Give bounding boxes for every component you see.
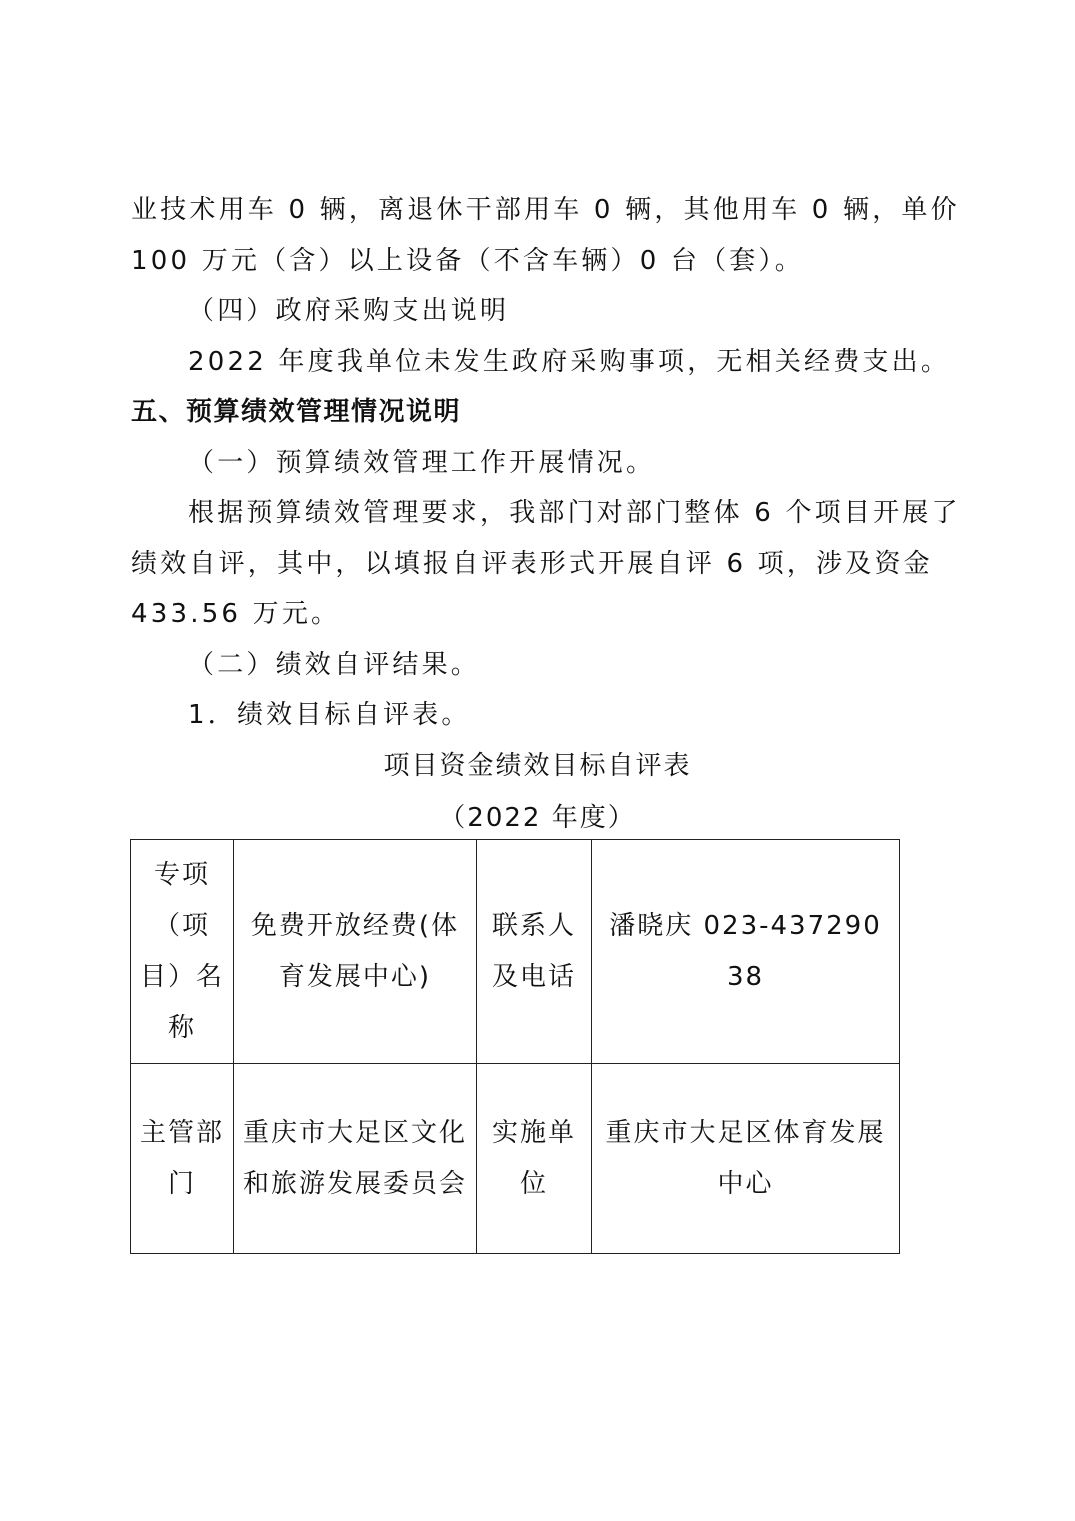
contact-label: 联系人及电话 — [477, 840, 592, 1064]
implementing-unit-label: 实施单位 — [477, 1064, 592, 1254]
table-row — [131, 1064, 900, 1254]
subsection-1-text-line-1: 根据预算绩效管理要求，我部门对部门整体 6 个项目开展了 — [188, 498, 961, 528]
department-value: 重庆市大足区文化和旅游发展委员会 — [234, 1064, 477, 1254]
contact-value: 潘晓庆 023-43729038 — [592, 840, 900, 1064]
evaluation-table — [130, 839, 900, 1254]
implementing-unit-value: 重庆市大足区体育发展中心 — [592, 1064, 900, 1254]
project-name-label: 专项（项目）名称 — [131, 840, 234, 1064]
subsection-1-text-line-2: 绩效自评，其中，以填报自评表形式开展自评 6 项，涉及资金 — [131, 549, 933, 579]
subsection-1-heading: （一）预算绩效管理工作开展情况。 — [188, 448, 656, 478]
table-row — [131, 840, 900, 1064]
table-year: （2022 年度） — [439, 803, 636, 833]
subsection-1-text-line-3: 433.56 万元。 — [131, 599, 341, 629]
procurement-text: 2022 年度我单位未发生政府采购事项，无相关经费支出。 — [188, 347, 951, 377]
project-name-value: 免费开放经费(体育发展中心) — [234, 840, 477, 1064]
section-5-heading: 五、预算绩效管理情况说明 — [131, 397, 462, 427]
table-title: 项目资金绩效目标自评表 — [383, 751, 692, 781]
item-1-heading: 1．绩效目标自评表。 — [188, 700, 471, 730]
procurement-heading: （四）政府采购支出说明 — [188, 296, 510, 326]
vehicle-text-line-2: 100 万元（含）以上设备（不含车辆）0 台（套）。 — [131, 246, 804, 276]
subsection-2-heading: （二）绩效自评结果。 — [188, 650, 481, 680]
vehicle-text-line-1: 业技术用车 0 辆，离退休干部用车 0 辆，其他用车 0 辆，单价 — [131, 195, 960, 225]
department-label: 主管部门 — [131, 1064, 234, 1254]
